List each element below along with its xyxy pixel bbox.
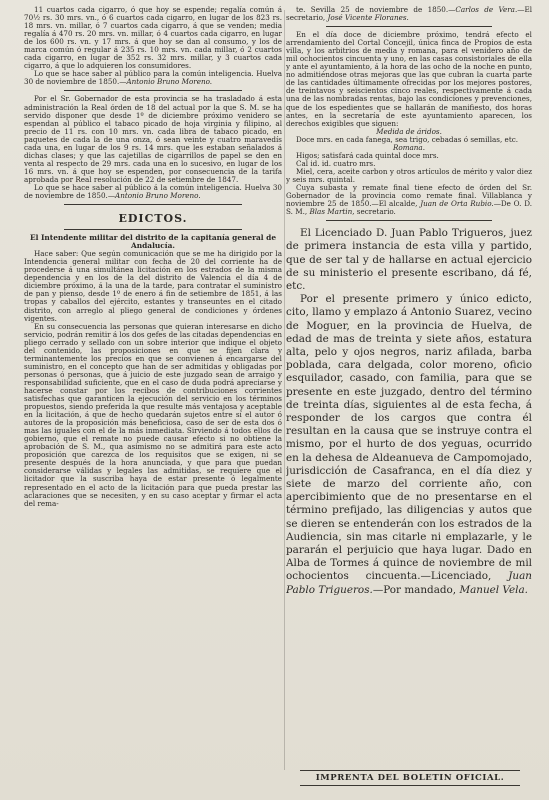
romana-heading: Romana. [392, 142, 426, 152]
divider-rule [64, 229, 242, 230]
sevilla-closing-text: te. Sevilla 25 de noviembre de 1850.— [296, 6, 456, 14]
signature-manuel-vela: Manuel Vela. [459, 583, 528, 596]
edictos-heading: EDICTOS. [118, 212, 188, 226]
summons-mid: —Por mandado, [372, 583, 457, 596]
signature-jose-vicente-floranes: José Vicente Floranes. [327, 13, 409, 23]
left-column [24, 6, 282, 508]
notice-closing-text-1: Lo que se hace saber al público para la común inteligencia. Huelva 30 de noviembre de 1850.— [24, 69, 282, 87]
romana-item-higos: Higos; satisfará cada quintal doce mrs. [296, 150, 439, 160]
auction-closing [286, 184, 532, 216]
intendente-subhead: El Intendente militar del distrito de la capitanía general de Andalucía. [29, 233, 277, 251]
notice-closing-text-2: Lo que se hace saber al público á la común inteligencia. Huelva 30 de noviembre de 1850.— [24, 182, 282, 201]
auction-closing-end: secretario. [356, 207, 396, 217]
romana-item-cal: Cal id. id. cuatro mrs. [296, 158, 376, 168]
divider-rule [64, 90, 242, 91]
divider-rule [326, 26, 492, 27]
signature-blas-martin: Blas Martin, [309, 207, 355, 217]
right-column [286, 6, 532, 597]
divider-rule [326, 220, 492, 221]
divider-rule [64, 204, 242, 205]
large-edict [286, 227, 532, 597]
signature-juan-pablo-trigueros: Juan Pablo Trigueros. [286, 570, 532, 596]
tobacco-prices-paragraph: 11 cuartos cada cigarro, ó que hoy se espende; regalía común á 70½ rs. 30 mrs. vn., ó 6 cuartos cada cigarro, en lugar de los 823 rs. 18 mrs. vn. millar, ó 7 cuartos cada cigarro, á que se venden; media regalía á 470 rs. 20 mrs. vn. millar, ó 4 cuartos cada cigarro, en lugar de los 600 rs. vn. y 17 mrs. á que hoy se dan al consumo, y los de marca común ó regular á 235 rs. 10 mrs. vn. cada millar, ó 2 cuartos cada cigarro, en lugar de 352 rs. 32 mrs. millar, y 3 cuartos cada cigarro, á que lo adquieren los consumidores. [24, 6, 282, 71]
signature-juan-de-orta-rubio: Juan de Orta Rubio. [420, 199, 494, 209]
medida-item: Doce mrs. en cada fanega, sea trigo, cebadas ó semillas, etc. [296, 134, 519, 144]
auction-paragraph: En el día doce de diciembre próximo, tendrá efecto el arrendamiento del Cortal Concejil, única finca de Propios de esta villa, y los arbitrios de media y romana, para el venidero año de mil ochocientos cincuenta y uno, en las casas consistoriales de ella y ante el ayuntamiento, á la hora de las ocho de la noche en punto, no admitiéndose otras mejoras que las que cubran la cuarta parte de las cantidades últimamente ofrecidas por los mejores postores, de treintavos y seiscientos cinco reales, respectivamente á cada una de las nombradas rentas, bajo las condiciones y prevenciones, que de los espedientes que se hallarán de manifiesto, dos horas antes, en la secretaría de este ayuntamiento aparecen, los derechos exigibles que siguen: [286, 30, 532, 128]
notice-closing-2 [24, 184, 282, 200]
column-divider [284, 10, 285, 770]
auction-closing-text: Cuya subasta y remate final tiene efecto de órden del Sr. Gobernador de la provincia como remate final. Villablanca y noviembre 25 de 1850.—El alcalde, [286, 182, 532, 209]
licitation-paragraph: Hace saber: Que según comunicación que se me ha dirigido por la Intendencia general militar con fecha de 20 del corriente ha de procederse á una simultánea licitación en los estrados de la misma dependencia y en los de la del distrito de Valencia el día 4 de diciembre próximo, á la una de la tarde, para contratar el suministro de pan y pienso, desde 1º de enero á fin de setiembre de 1851, á las tropas y caballos del ejército, estantes y transeuntes en el citado distrito, con arreglo al pliego general de condiciones y órdenes vigentes. [24, 249, 282, 323]
medida-heading: Medida de áridos. [376, 126, 442, 136]
imprint-footer: IMPRENTA DEL BOLETIN OFICIAL. [300, 770, 520, 786]
summons-paragraph [286, 293, 532, 597]
notice-closing-1 [24, 70, 282, 86]
licenciado-paragraph: El Licenciado D. Juan Pablo Trigueros, juez de primera instancia de esta villa y partido, que de ser tal y de hallarse en actual ejercicio de su ministerio el presente escribano, dá fé, etc. [286, 227, 532, 292]
royal-order-paragraph: Por el Sr. Gobernador de esta provincia se ha trasladado á esta administración la Real órden de 18 del actual por la que S. M. se ha servido disponer que desde 1º de diciembre próximo venidero se espendan al público el tabaco picado de hoja virginia y filipino, al precio de 11 rs. con 10 mrs. vn. cada libra de tabaco picado, en paquetes de cada la de una onza, ó sean veinte y cuatro maravedís cada una, en lugar de los 9 rs. 14 mrs. que les estaban señalados á dichas clases; y que las cajetillas de cigarrillos de papel se den en venta al respecto de 29 mrs. cada una en lo sucesivo, en lugar de los 16 mrs. vn. á que hoy se espenden, por consecuencia de la tarifa aprobada por Real resolución de 22 de setiembre de 1847. [24, 94, 282, 184]
secretary-label: —El secretario, [286, 6, 532, 23]
auction-closing-mid: —De O. D. S. M., [286, 199, 532, 217]
sevilla-closing [286, 6, 532, 22]
signature-antonio-bruno-moreno-1: Antonio Bruno Moreno. [126, 77, 213, 87]
signature-carlos-de-vera: Carlos de Vera. [455, 6, 518, 14]
signature-antonio-bruno-moreno-2: Antonio Bruno Moreno. [115, 191, 201, 201]
summons-text: Por el presente primero y único edicto, cito, llamo y emplazo á Antonio Suarez, vecino de Moguer, en la provincia de Huelva, de edad de mas de treinta y siete años, estatura alta, pelo y ojos negros, nariz afilada, barba poblada, cara delgada, color moreno, oficio esquilador, casado, con familia, para que se presente en este juzgado, dentro del término de treinta días, siguientes al de esta fecha, á responder de los cargos que contra él resultan en la causa que se instruye contra el mismo, por el hurto de dos yeguas, ocurrido en la dehesa de Aldeanueva de Campomojado, jurisdicción de Casafranca, en el día diez y siete de marzo del corriente año, con apercibimiento que de no presentarse en el término prefijado, las diligencias y autos que se dieren se entenderán con los estrados de la Audiencia, sin mas citarle ni emplazarle, y le pararán el perjuicio que haya lugar. Dado en Alba de Tormes á quince de noviembre de mil ochocientos cincuenta.—Licenciado, [286, 293, 532, 583]
romana-item-miel: Miel, cera, aceite carbon y otros artículos de mérito y valor diez y seis mrs. quintal. [286, 166, 532, 184]
conditions-paragraph: En su consecuencia las personas que quieran interesarse en dicho servicio, podrán remitir á los dos gefes de las citadas dependencias en pliego cerrado y sellado con un sobre interior que indique el objeto del contenido, las proposiciones en que se fijen clara y terminantemente los precios en que se convienen á encargarse del suministro, en el concepto que han de ser admitidas y obligadas por personas ó personas, que á juicio de este juzgado sean de arraigo y responsabilidad suficiente, que en el caso de duda podrá apreciarse y hacerse constar por los recibos de contribuciones corrientes satisfechas que garanticen la ejecución del servicio en los términos propuestos, siendo preferida la que resulte más ventajosa y aceptable en la licitación, á que de hecho quedarán sujetos entre sí el autor ó autores de la proposición más beneficiosa, caso de ser de esta dos ó mas las iguales con el de la más inmediata. Sirviendo á todos ellos de gobierno, que el remate no puede causar efecto si no obtiene la aprobación de S. M., qua asimismo no se admitirá para este acto proposición que carezca de los requisitos que se exigen, ni se presente después de la hora anunciada, y que para que puedan considerarse válidas y legales las admitidas, se requiere que el licitador que la suscriba haya de estar presente ó legalmente representado en el acto de la licitación para que pueda prestar las aclaraciones que se necesiten, y en su caso aceptar y firmar el acta del rema- [24, 321, 282, 508]
